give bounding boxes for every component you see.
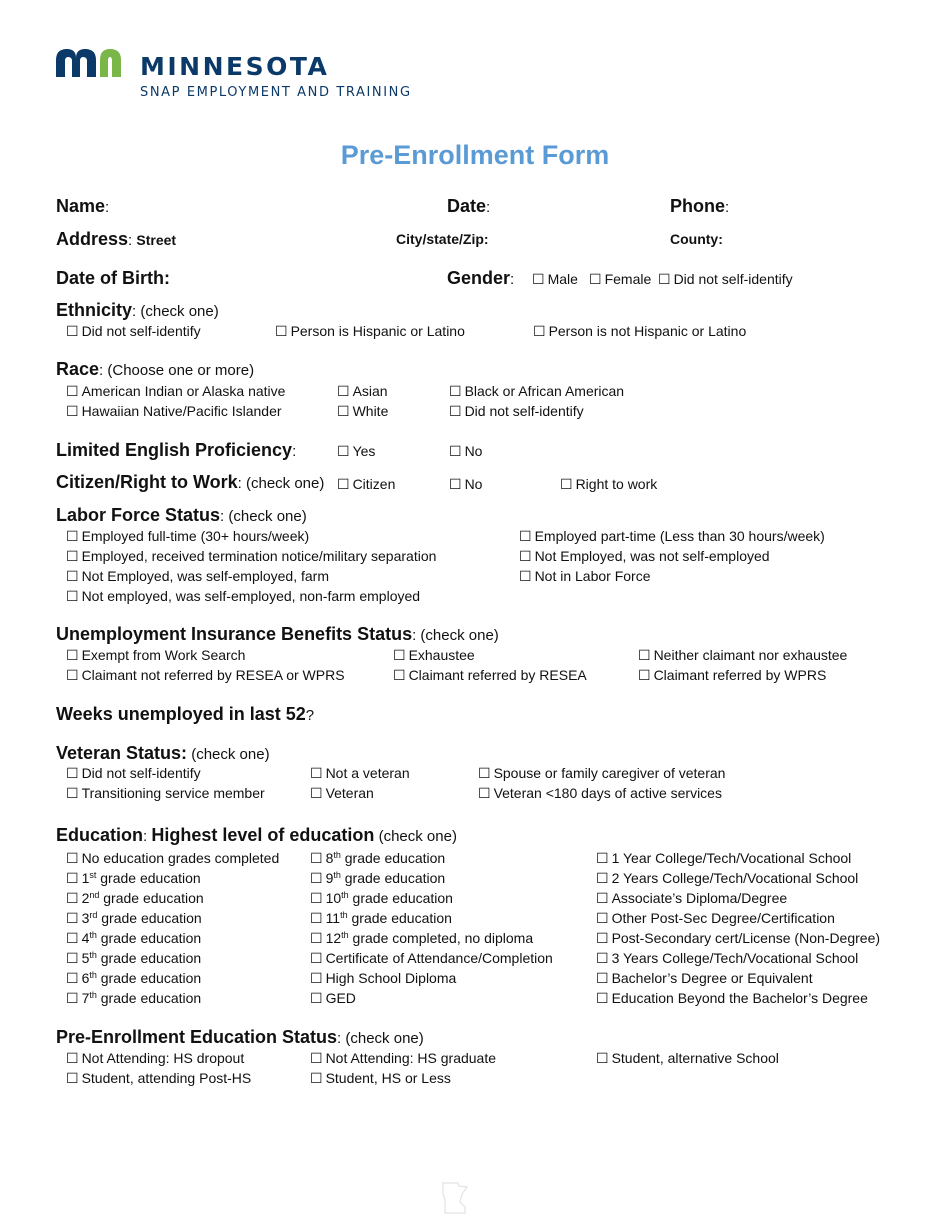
education-option[interactable]: ☐ Post-Secondary cert/License (Non-Degree) [596,930,881,947]
ethnicity-option[interactable]: ☐ Did not self-identify [66,323,201,340]
gender-not-identified-checkbox[interactable]: ☐ Did not self-identify [658,271,793,288]
labor-option[interactable]: ☐ Not Employed, was self-employed, farm [66,568,329,585]
weeks-unemployed-field[interactable]: Weeks unemployed in last 52? [56,704,315,724]
education-option[interactable]: ☐ Other Post-Sec Degree/Certification [596,910,835,927]
citizen-option[interactable]: ☐ No [449,476,483,493]
race-option[interactable]: ☐ White [337,403,389,420]
citizen-option[interactable]: ☐ Right to work [560,476,658,493]
phone-field[interactable]: Phone: [670,196,730,216]
education-option[interactable]: ☐ Associate’s Diploma/Degree [596,890,788,907]
veteran-option[interactable]: ☐ Not a veteran [310,765,410,782]
veteran-option[interactable]: ☐ Veteran [310,785,374,802]
pre-enroll-option[interactable]: ☐ Not Attending: HS dropout [66,1050,245,1067]
veteran-option[interactable]: ☐ Spouse or family caregiver of veteran [478,765,726,782]
education-option[interactable]: ☐ 7th grade education [66,990,202,1007]
labor-option[interactable]: ☐ Employed full-time (30+ hours/week) [66,528,310,545]
minnesota-logo-icon [54,46,124,78]
education-option[interactable]: ☐ High School Diploma [310,970,457,987]
date-label: Date [447,196,487,216]
minnesota-state-outline-icon [440,1180,470,1216]
education-option[interactable]: ☐ 8th grade education [310,850,446,867]
race-option[interactable]: ☐ Black or African American [449,383,625,400]
education-option[interactable]: ☐ Education Beyond the Bachelor’s Degree [596,990,868,1007]
pre-enroll-option[interactable]: ☐ Student, attending Post-HS [66,1070,252,1087]
logo-subtitle: SNAP EMPLOYMENT AND TRAINING [140,85,412,100]
education-option[interactable]: ☐ Bachelor’s Degree or Equivalent [596,970,813,987]
logo-wordmark: MINNESOTA [140,52,330,81]
pre-enroll-option[interactable]: ☐ Student, alternative School [596,1050,779,1067]
ui-option[interactable]: ☐ Claimant not referred by RESEA or WPRS [66,667,345,684]
ethnicity-option[interactable]: ☐ Person is not Hispanic or Latino [533,323,747,340]
education-option[interactable]: ☐ Certificate of Attendance/Completion [310,950,553,967]
labor-option[interactable]: ☐ Employed, received termination notice/military separation [66,548,437,565]
veteran-option[interactable]: ☐ Transitioning service member [66,785,265,802]
education-option[interactable]: ☐ 5th grade education [66,950,202,967]
city-state-zip-label: City/state/Zip: [396,231,489,247]
education-option[interactable]: ☐ GED [310,990,356,1007]
name-field[interactable]: Name: [56,196,110,216]
education-option[interactable]: ☐ 1st grade education [66,870,201,887]
education-option[interactable]: ☐ 12th grade completed, no diploma [310,930,534,947]
lep-no-checkbox[interactable]: ☐ No [449,443,483,460]
address-field[interactable]: Address: Street [56,229,177,249]
education-option[interactable]: ☐ No education grades completed [66,850,280,867]
education-option[interactable]: ☐ 3rd grade education [66,910,202,927]
ui-option[interactable]: ☐ Claimant referred by WPRS [638,667,827,684]
veteran-heading: Veteran Status: (check one) [56,743,270,763]
pre-enrollment-heading: Pre-Enrollment Education Status: (check one) [56,1027,424,1047]
gender-female-checkbox[interactable]: ☐ Female [589,271,652,288]
pre-enroll-option[interactable]: ☐ Not Attending: HS graduate [310,1050,497,1067]
ui-option[interactable]: ☐ Neither claimant nor exhaustee [638,647,848,664]
race-heading: Race: (Choose one or more) [56,359,255,379]
race-option[interactable]: ☐ American Indian or Alaska native [66,383,286,400]
gender-label: Gender: [447,268,515,288]
ui-benefits-heading: Unemployment Insurance Benefits Status: (check one) [56,624,499,644]
education-heading: Education: Highest level of education (check one) [56,825,457,845]
phone-label: Phone [670,196,726,216]
name-label: Name [56,196,106,216]
labor-option[interactable]: ☐ Employed part-time (Less than 30 hours/week) [519,528,825,545]
ui-option[interactable]: ☐ Claimant referred by RESEA [393,667,587,684]
labor-force-heading: Labor Force Status: (check one) [56,505,307,525]
ethnicity-option[interactable]: ☐ Person is Hispanic or Latino [275,323,465,340]
education-option[interactable]: ☐ 2 Years College/Tech/Vocational School [596,870,859,887]
veteran-option[interactable]: ☐ Veteran <180 days of active services [478,785,722,802]
dob-label: Date of Birth: [56,268,170,288]
lep-heading: Limited English Proficiency: [56,440,297,460]
citizen-option[interactable]: ☐ Citizen [337,476,396,493]
address-label: Address [56,229,129,249]
education-option[interactable]: ☐ 4th grade education [66,930,202,947]
labor-option[interactable]: ☐ Not in Labor Force [519,568,651,585]
ui-option[interactable]: ☐ Exempt from Work Search [66,647,246,664]
ui-option[interactable]: ☐ Exhaustee [393,647,475,664]
gender-male-checkbox[interactable]: ☐ Male [532,271,578,288]
county-label: County: [670,231,723,247]
page-title: Pre-Enrollment Form [340,140,610,170]
race-option[interactable]: ☐ Asian [337,383,388,400]
education-option[interactable]: ☐ 9th grade education [310,870,446,887]
education-option[interactable]: ☐ 10th grade education [310,890,453,907]
education-option[interactable]: ☐ 1 Year College/Tech/Vocational School [596,850,852,867]
race-option[interactable]: ☐ Hawaiian Native/Pacific Islander [66,403,282,420]
education-option[interactable]: ☐ 2nd grade education [66,890,204,907]
date-field[interactable]: Date: [447,196,491,216]
education-option[interactable]: ☐ 3 Years College/Tech/Vocational School [596,950,859,967]
citizen-heading: Citizen/Right to Work: (check one) [56,472,325,492]
education-option[interactable]: ☐ 6th grade education [66,970,202,987]
education-option[interactable]: ☐ 11th grade education [310,910,452,927]
pre-enroll-option[interactable]: ☐ Student, HS or Less [310,1070,451,1087]
race-option[interactable]: ☐ Did not self-identify [449,403,584,420]
ethnicity-heading: Ethnicity: (check one) [56,300,219,320]
street-label: Street [136,232,177,248]
labor-option[interactable]: ☐ Not employed, was self-employed, non-farm employed [66,588,421,605]
veteran-option[interactable]: ☐ Did not self-identify [66,765,201,782]
labor-option[interactable]: ☐ Not Employed, was not self-employed [519,548,770,565]
lep-yes-checkbox[interactable]: ☐ Yes [337,443,376,460]
